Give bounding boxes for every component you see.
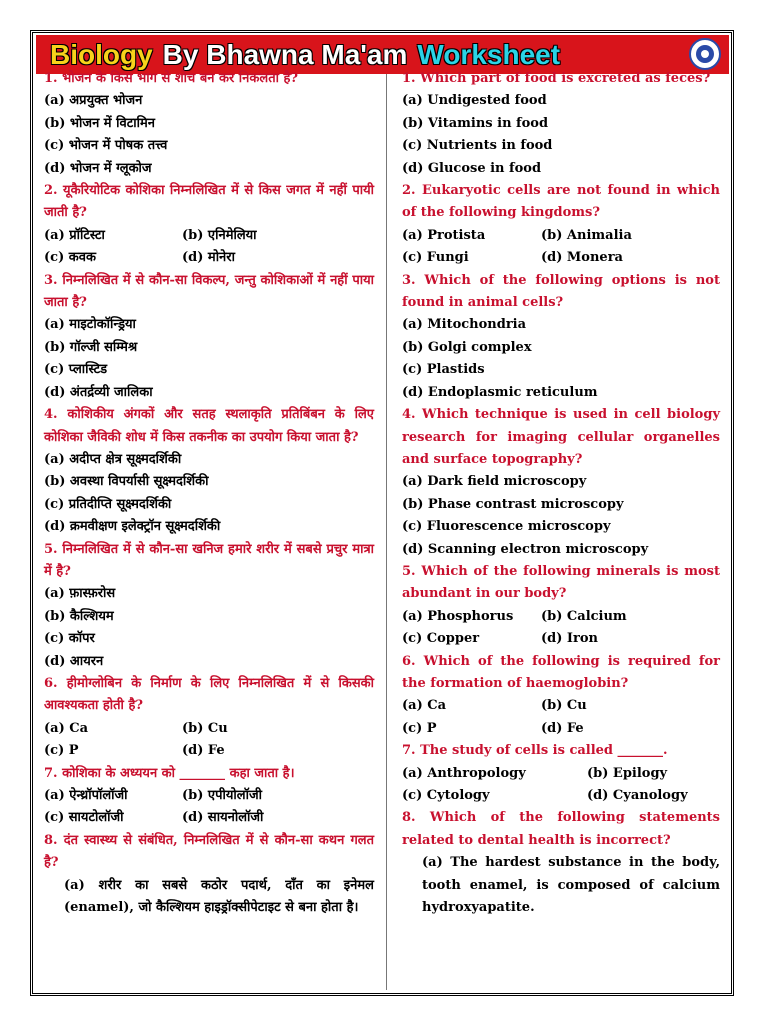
english-question-1: 1. Which part of food is excreted as feces? <box>402 71 711 86</box>
english-option: (c) Fluorescence microscopy <box>402 519 611 535</box>
hindi-question-4: 4. कोशिकीय अंगकों और सतह स्थलाकृति प्रतिबिंबन के लिए कोशिका जैविकी शोध में किस तकनीक का उपयोग किया जाता है? <box>44 407 374 445</box>
english-option: (d) Endoplasmic reticulum <box>402 384 598 400</box>
english-option: (d) Monera <box>541 250 623 266</box>
english-option: (a) The hardest substance in the body, tooth enamel, is composed of calcium hydroxyapatite. <box>422 855 720 916</box>
hindi-column <box>44 68 374 919</box>
header-title-worksheet: Worksheet <box>417 38 561 70</box>
hindi-option: (b) एपीयोलॉजी <box>182 788 262 803</box>
english-option: (d) Glucose in food <box>402 160 542 176</box>
english-option: (a) Mitochondria <box>402 317 527 333</box>
english-option: (c) Plastids <box>402 362 485 378</box>
hindi-option: (c) कॉपर <box>44 631 95 647</box>
english-option: (c) Nutrients in food <box>402 138 553 154</box>
english-option: (b) Animalia <box>541 227 632 243</box>
hindi-option: (b) भोजन में विटामिन <box>44 115 155 131</box>
hindi-option: (c) भोजन में पोषक तत्त्व <box>44 138 168 154</box>
english-question-3: 3. Which of the following options is not found in animal cells? <box>402 272 720 311</box>
english-option: (b) Epilogy <box>587 765 668 781</box>
english-question-7: 7. The study of cells is called _______. <box>402 743 668 759</box>
hindi-question-3: 3. निम्नलिखित में से कौन-सा विकल्प, जन्तु कोशिकाओं में नहीं पाया जाता है? <box>44 272 374 311</box>
hindi-question-6: 6. हीमोग्लोबिन के निर्माण के लिए निम्नलिखित में से किसकी आवश्यकता होती है? <box>44 675 374 714</box>
hindi-option: (d) भोजन में ग्लूकोज <box>44 160 152 176</box>
hindi-option: (d) आयरन <box>44 653 104 669</box>
english-option: (a) Undigested food <box>402 93 547 109</box>
hindi-option: (c) प्लास्टिड <box>44 362 108 378</box>
hindi-option: (a) ऐन्थ्रॉपॉलॉजी <box>44 788 128 803</box>
hindi-option: (d) सायनोलॉजी <box>182 810 264 826</box>
hindi-question-8: 8. दंत स्वास्थ्य से संबंधित, निम्नलिखित में से कौन-सा कथन गलत है? <box>44 832 374 871</box>
header-title-biology: Biology <box>50 38 153 70</box>
hindi-option: (a) माइटोकॉन्ड्रिया <box>44 317 136 333</box>
english-option: (b) Calcium <box>541 608 627 624</box>
hindi-option: (c) सायटोलॉजी <box>44 810 124 826</box>
hindi-option: (b) कैल्शियम <box>44 608 114 624</box>
hindi-option: (c) प्रतिदीप्ति सूक्ष्मदर्शिकी <box>44 496 172 512</box>
english-column <box>402 68 720 919</box>
english-option: (d) Scanning electron microscopy <box>402 541 649 557</box>
english-option: (a) Protista <box>402 227 486 243</box>
english-question-6: 6. Which of the following is required for the formation of haemoglobin? <box>402 653 720 691</box>
hindi-option: (d) मोनेरा <box>182 250 235 266</box>
english-option: (c) Fungi <box>402 250 469 266</box>
english-option: (d) Fe <box>541 720 584 736</box>
english-option: (d) Iron <box>541 631 598 647</box>
hindi-option: (b) Cu <box>182 720 228 736</box>
english-option: (c) Cytology <box>402 788 490 803</box>
english-option: (a) Ca <box>402 698 447 714</box>
hindi-question-5: 5. निम्नलिखित में से कौन-सा खनिज हमारे शरीर में सबसे प्रचुर मात्रा में है? <box>44 541 374 579</box>
hindi-question-1: 1. भोजन के किस भाग से शोच बन कर निकलता है? <box>44 71 299 86</box>
english-option: (b) Phase contrast microscopy <box>402 496 624 512</box>
english-question-5: 5. Which of the following minerals is most abundant in our body? <box>402 563 720 602</box>
hindi-option: (a) Ca <box>44 720 89 736</box>
hindi-option: (b) एनिमेलिया <box>182 227 257 243</box>
hindi-question-2: 2. यूकैरियोटिक कोशिका निम्नलिखित में से किस जगत में नहीं पायी जाती है? <box>44 183 374 221</box>
hindi-option: (b) अवस्था विपर्यासी सूक्ष्मदर्शिकी <box>44 474 209 490</box>
header-title-author: By Bhawna Ma'am <box>162 38 408 70</box>
hindi-option: (a) अदीप्त क्षेत्र सूक्ष्मदर्शिकी <box>44 451 182 467</box>
english-option: (c) P <box>402 720 437 736</box>
english-option: (a) Phosphorus <box>402 608 514 624</box>
logo-icon <box>689 38 721 70</box>
english-option: (a) Anthropology <box>402 765 526 781</box>
english-question-2: 2. Eukaryotic cells are not found in which of the following kingdoms? <box>402 183 720 221</box>
hindi-option: (a) शरीर का सबसे कठोर पदार्थ, दाँत का इनेमल (enamel), जो कैल्शियम हाइड्रॉक्सीपेटाइट से बना होता है। <box>64 877 374 916</box>
english-option: (d) Cyanology <box>587 788 688 803</box>
hindi-option: (a) अप्रयुक्त भोजन <box>44 93 143 109</box>
hindi-question-7: 7. कोशिका के अध्ययन को _______ कहा जाता है। <box>44 765 295 781</box>
hindi-option: (a) फ़ास्फ़रोस <box>44 586 116 602</box>
hindi-option: (d) क्रमवीक्षण इलेक्ट्रॉन सूक्ष्मदर्शिकी <box>44 519 221 535</box>
hindi-option: (b) गॉल्जी सम्मिश्र <box>44 339 138 355</box>
hindi-option: (c) P <box>44 743 79 759</box>
english-option: (c) Copper <box>402 631 480 647</box>
english-option: (b) Vitamins in food <box>402 115 549 131</box>
english-question-8: 8. Which of the following statements related to dental health is incorrect? <box>402 810 720 848</box>
english-option: (b) Cu <box>541 698 587 714</box>
english-question-4: 4. Which technique is used in cell biology research for imaging cellular organelles and surface topography? <box>402 407 720 467</box>
column-divider <box>386 74 387 990</box>
english-option: (b) Golgi complex <box>402 339 532 355</box>
hindi-option: (d) Fe <box>182 743 225 759</box>
hindi-option: (d) अंतर्द्रव्यी जालिका <box>44 384 153 400</box>
english-option: (a) Dark field microscopy <box>402 474 587 490</box>
hindi-option: (a) प्रॉटिस्टा <box>44 227 105 243</box>
hindi-option: (c) कवक <box>44 250 96 266</box>
